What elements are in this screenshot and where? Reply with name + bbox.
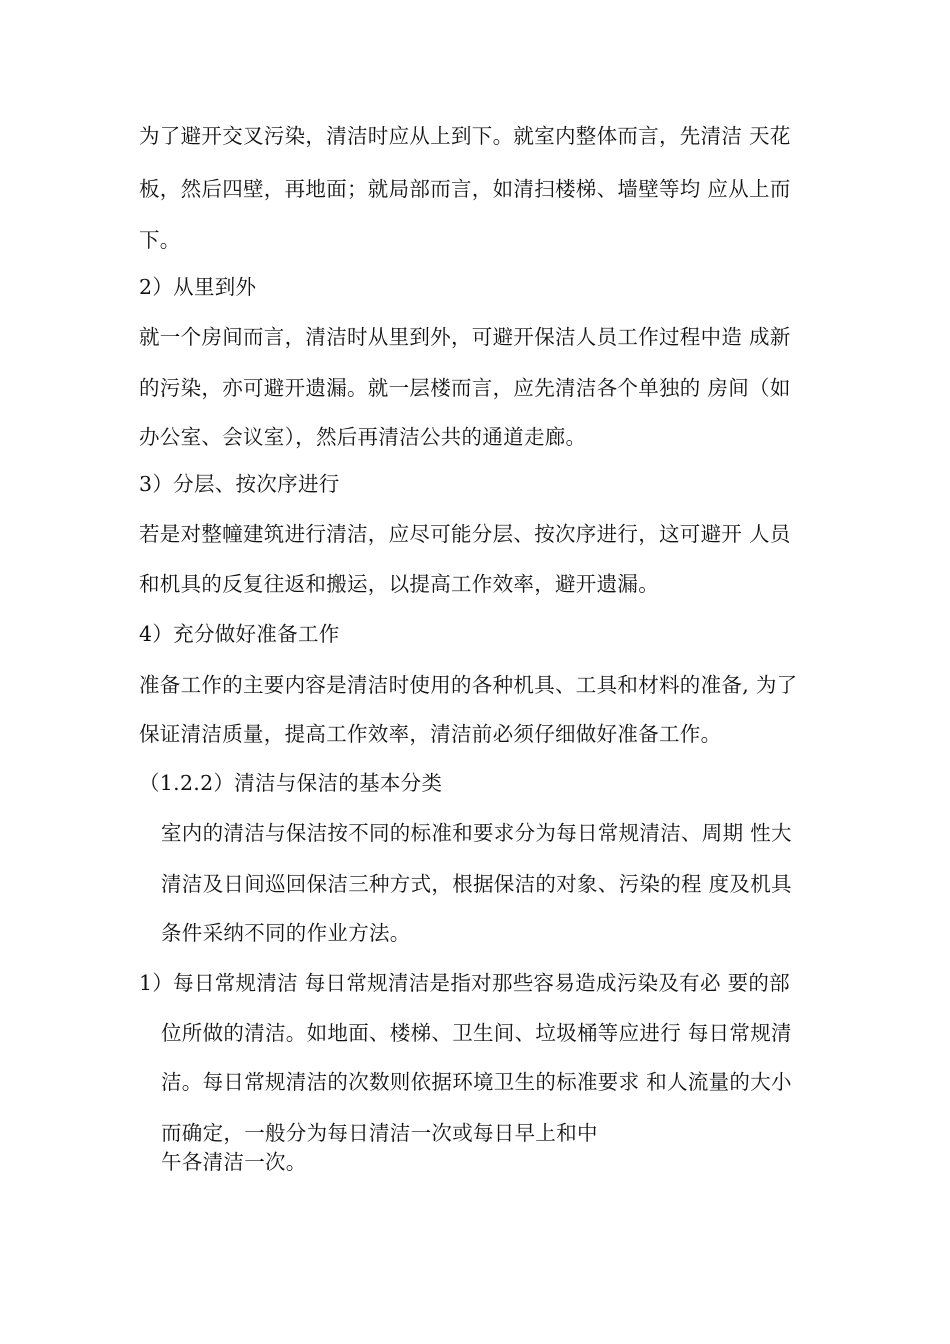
paragraph-line: 午各清洁一次。 [161, 1150, 307, 1174]
paragraph-line: 若是对整幢建筑进行清洁，应尽可能分层、按次序进行，这可避开 人员 [139, 522, 791, 546]
section-heading: （1.2.2）清洁与保洁的基本分类 [139, 771, 443, 795]
list-item-line: 1）每日常规清洁 每日常规清洁是指对那些容易造成污染及有必 要的部 [139, 971, 790, 995]
paragraph-line: 就一个房间而言，清洁时从里到外，可避开保洁人员工作过程中造 成新 [139, 325, 791, 349]
paragraph-line: 室内的清洁与保洁按不同的标准和要求分为每日常规清洁、周期 性大 [161, 821, 792, 845]
section-heading: 4）充分做好准备工作 [139, 622, 340, 646]
paragraph-line: 洁。每日常规清洁的次数则依据环境卫生的标准要求 和人流量的大小 [161, 1070, 792, 1094]
paragraph-line: 条件采纳不同的作业方法。 [161, 921, 411, 945]
paragraph-line: 位所做的清洁。如地面、楼梯、卫生间、垃圾桶等应进行 每日常规清 [161, 1021, 792, 1045]
paragraph-line: 为了避开交叉污染，清洁时应从上到下。就室内整体而言，先清洁 天花 [139, 124, 791, 148]
section-heading: 2）从里到外 [139, 275, 257, 299]
paragraph-line: 保证清洁质量，提高工作效率，清洁前必须仔细做好准备工作。 [139, 722, 722, 746]
paragraph-line: 和机具的反复往返和搬运，以提高工作效率，避开遗漏。 [139, 572, 659, 596]
paragraph-line: 而确定，一般分为每日清洁一次或每日早上和中 [161, 1121, 598, 1145]
paragraph-line: 的污染，亦可避开遗漏。就一层楼而言，应先清洁各个单独的 房间（如 [139, 376, 791, 400]
paragraph-line: 准备工作的主要内容是清洁时使用的各种机具、工具和材料的准备, 为了 [139, 673, 798, 697]
paragraph-line: 板，然后四壁，再地面；就局部而言，如清扫楼梯、墙壁等均 应从上而 [139, 177, 791, 201]
section-heading: 3）分层、按次序进行 [139, 472, 340, 496]
paragraph-line: 清洁及日间巡回保洁三种方式，根据保洁的对象、污染的程 度及机具 [161, 872, 792, 896]
paragraph-line: 下。 [139, 228, 181, 252]
paragraph-line: 办公室、会议室），然后再清洁公共的通道走廊。 [139, 425, 587, 449]
